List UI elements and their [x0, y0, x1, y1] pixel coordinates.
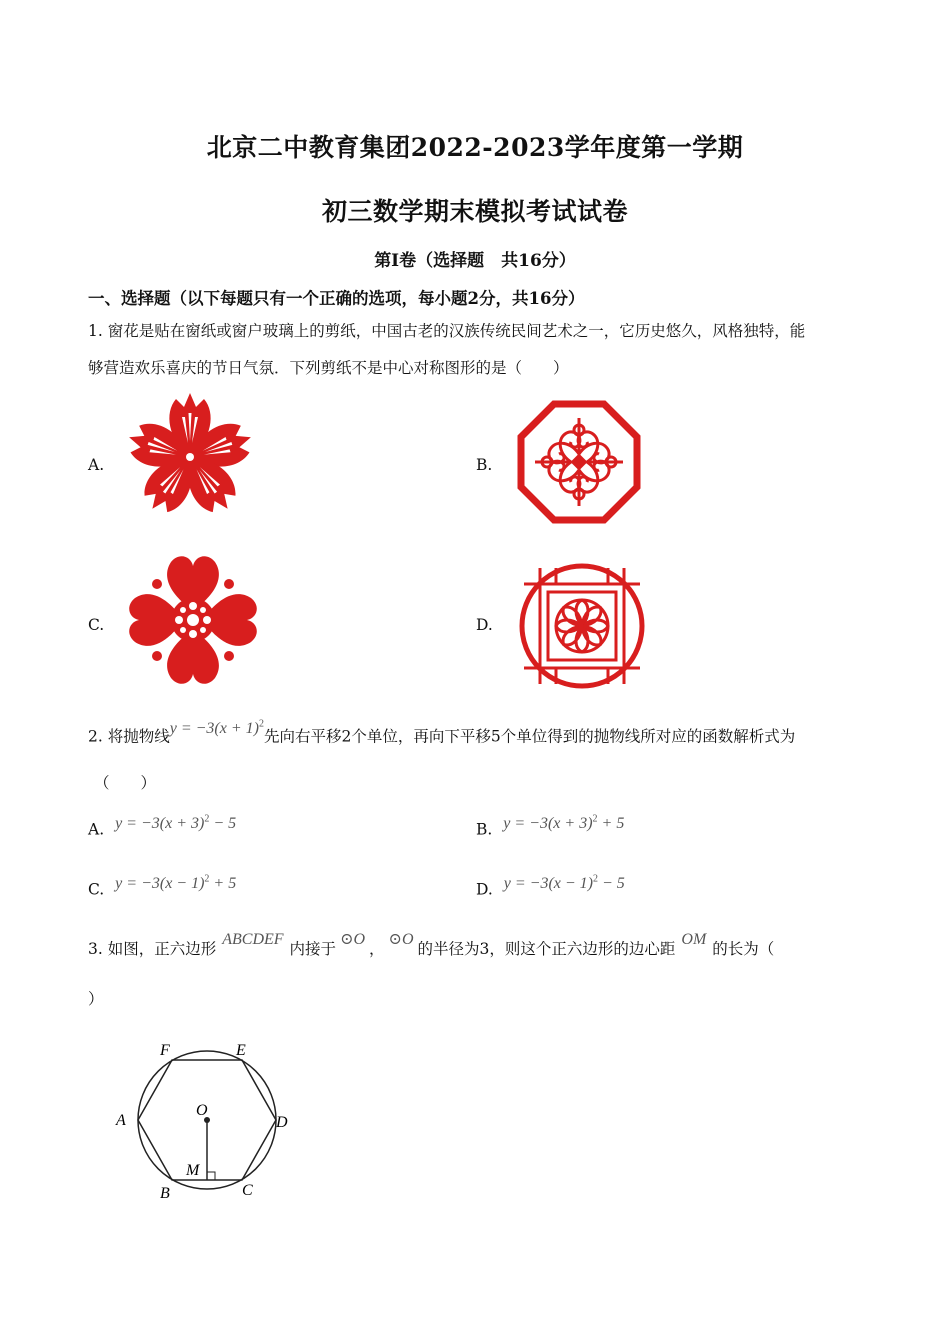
- q3-text: [88, 931, 775, 961]
- paper-cut-circle-d-image: [517, 561, 647, 691]
- hexagon-in-circle-figure: [110, 1035, 310, 1205]
- q2-option-c-tail: + 5: [209, 875, 237, 893]
- exam-title-line1: 北京二中教育集团2022-2023学年度第一学期: [206, 133, 744, 162]
- paper-cut-octagon-b-image: [517, 400, 641, 524]
- q2-option-b-base: y = −3(x + 3): [503, 815, 593, 833]
- q2-option-b: [476, 814, 625, 839]
- q2-option-b-exp: 2: [592, 814, 598, 825]
- q2-option-d-math: [504, 875, 625, 892]
- label-e: E: [236, 1042, 246, 1059]
- q2-option-a-exp: 2: [204, 814, 210, 825]
- q1-text-line2: 够营造欢乐喜庆的节日气氛．下列剪纸不是中心对称图形的是（ ）: [88, 359, 569, 377]
- q2-option-c-base: y = −3(x − 1): [115, 875, 205, 893]
- q3-text-part5: 的长为（: [712, 940, 775, 958]
- q3-text-part3: ，: [369, 940, 385, 958]
- q2-option-d-tail: − 5: [598, 875, 625, 893]
- label-d: D: [276, 1114, 288, 1131]
- section-heading: 一、选择题（以下每题只有一个正确的选项，每小题2分，共16分）: [88, 289, 585, 308]
- label-c: C: [242, 1182, 253, 1199]
- q2-option-a-base: y = −3(x + 3): [115, 815, 205, 833]
- q1-option-b-label: B.: [476, 456, 493, 474]
- q2-expression: [170, 720, 264, 737]
- q1-option-a-label: A.: [88, 456, 105, 474]
- q2-option-c-label: C.: [88, 880, 105, 899]
- q2-suffix: 先向右平移2个单位，再向下平移5个单位得到的抛物线所对应的函数解析式为: [263, 727, 796, 746]
- q2-prefix: 2. 将抛物线: [88, 727, 170, 746]
- label-b: B: [160, 1185, 170, 1202]
- q3-math-circle-2: ⊙O: [388, 931, 414, 948]
- q2-option-b-math: [503, 815, 624, 832]
- q2-option-a-tail: − 5: [209, 815, 237, 833]
- q2-option-d-base: y = −3(x − 1): [503, 875, 593, 893]
- q2-answer-paren: （ ）: [94, 774, 157, 792]
- q2-option-d-exp: 2: [593, 874, 598, 885]
- q1-option-c-label: C.: [88, 616, 105, 634]
- q2-option-a-label: A.: [88, 820, 105, 839]
- q3-math-om: OM: [681, 931, 707, 948]
- q2-expression-base: y = −3(x + 1): [169, 720, 259, 738]
- label-f: F: [160, 1042, 170, 1059]
- q2-option-b-tail: + 5: [597, 815, 625, 833]
- paper-cut-flower-c-image: [126, 550, 260, 690]
- q2-expression-exponent: 2: [258, 719, 264, 730]
- q2-option-b-label: B.: [476, 820, 493, 839]
- paper-cut-flower-a-image: [124, 390, 256, 524]
- q3-text-part1: 3. 如图，正六边形: [88, 940, 217, 958]
- q3-text-part2: 内接于: [289, 940, 337, 958]
- q2-option-a: [88, 814, 237, 839]
- q1-text-line1: 1. 窗花是贴在窗纸或窗户玻璃上的剪纸，中国古老的汉族传统民间艺术之一，它历史悠久，风格独特，能: [88, 322, 806, 340]
- q2-text: [88, 719, 796, 748]
- q2-option-d: [476, 874, 625, 899]
- q2-option-c: [88, 874, 237, 899]
- exam-title-line2: 初三数学期末模拟考试试卷: [321, 197, 628, 226]
- right-angle-mark: [207, 1172, 215, 1180]
- label-o: O: [196, 1102, 208, 1119]
- q3-math-hexagon: ABCDEF: [222, 931, 284, 948]
- q2-option-c-math: [115, 875, 236, 892]
- q1-option-d-label: D.: [476, 616, 493, 634]
- q3-text-part4: 的半径为3，则这个正六边形的边心距: [417, 940, 676, 958]
- label-a: A: [116, 1112, 126, 1129]
- q2-option-c-exp: 2: [204, 874, 210, 885]
- part-heading: 第Ⅰ卷（选择题 共16分）: [374, 251, 576, 271]
- q3-text-line2: ）: [88, 990, 104, 1008]
- q2-option-a-math: [115, 815, 236, 832]
- label-m: M: [186, 1162, 200, 1179]
- q2-option-d-label: D.: [476, 880, 493, 899]
- q3-math-circle-1: ⊙O: [340, 931, 366, 948]
